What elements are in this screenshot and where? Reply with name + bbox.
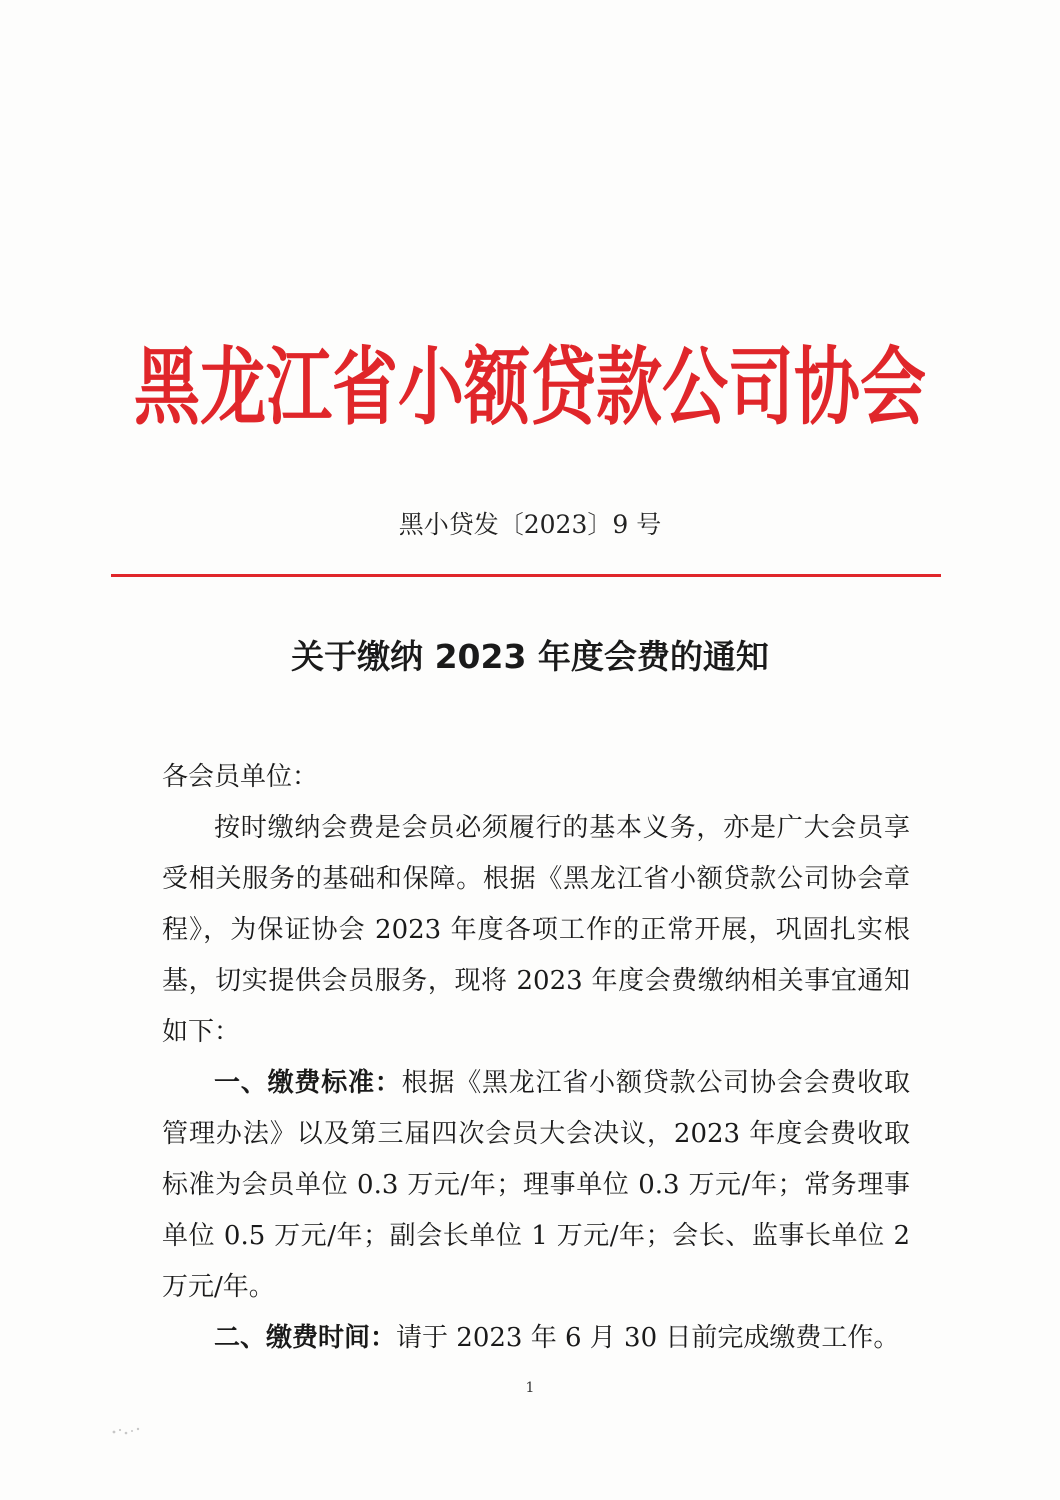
salutation: 各会员单位： [162, 762, 319, 792]
intro-paragraph: 按时缴纳会费是会员必须履行的基本义务，亦是广大会员享受相关服务的基础和保障。根据《黑龙江省小额贷款公司协会章程》，为保证协会 2023 年度各项工作的正常开展，巩固扎实根基，切实提供会员服务，现将 2023 年度会费缴纳相关事宜通知如下： [162, 813, 910, 1047]
document-title: 关于缴纳 2023 年度会费的通知 [291, 637, 769, 676]
red-divider-line [111, 574, 941, 577]
org-letterhead: 黑龙江省小额贷款公司协会 [134, 338, 926, 438]
section-fee-standard [162, 1058, 910, 1313]
document-number: 黑小贷发〔2023〕9 号 [398, 510, 662, 539]
document-body [162, 752, 910, 1364]
section-text: 根据《黑龙江省小额贷款公司协会会费收取管理办法》以及第三届四次会员大会决议，2023 年度会费收取标准为会员单位 0.3 万元/年；理事单位 0.3 万元/年；常务理事单位 0.5 万元/年；副会长单位 1 万元/年；会长、监事长单位 2 万元/年。 [162, 1068, 910, 1302]
section-heading: 一、缴费标准： [214, 1068, 402, 1098]
section-text: 请于 2023 年 6 月 30 日前完成缴费工作。 [396, 1323, 900, 1353]
section-fee-time [162, 1313, 910, 1364]
scan-smudge [110, 1426, 144, 1436]
page-number: 1 [525, 1380, 535, 1396]
section-heading: 二、缴费时间： [214, 1323, 397, 1353]
